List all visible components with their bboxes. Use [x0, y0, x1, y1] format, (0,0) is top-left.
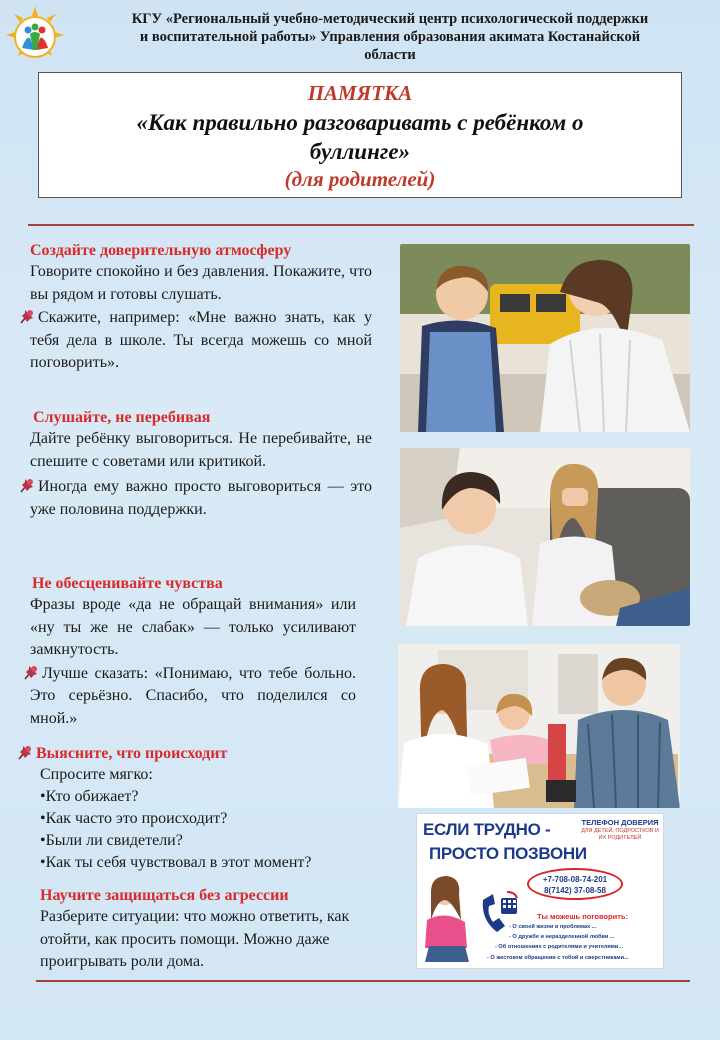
center-logo [4, 4, 66, 66]
list-item: •Как часто это происходит? [40, 810, 228, 827]
poster-headline-1: ЕСЛИ ТРУДНО - [423, 820, 551, 839]
talk-topic-item: - О своей жизни и проблемах ... [509, 924, 597, 930]
organization-name [80, 10, 700, 64]
heading-text: Выясните, что происходит [36, 745, 228, 762]
pushpin-icon [16, 743, 34, 761]
talk-topics-title: Ты можешь поговорить: [537, 912, 629, 921]
memo-label: ПАМЯТКА [307, 81, 413, 105]
org-line-3: области [364, 47, 416, 63]
section-heading [16, 743, 376, 764]
memo-title: «Как правильно разговаривать с ребёнком о буллинге» [136, 110, 584, 164]
talk-topic-item: - О дружбе и неразделенной любви ... [509, 934, 615, 940]
section-feelings [30, 574, 356, 730]
section-tip [30, 307, 372, 375]
section-trust [30, 241, 372, 375]
bottom-divider [36, 980, 690, 982]
tip-text: Иногда ему важно просто выговориться — это уже половина поддержки. [30, 478, 372, 518]
tip-text: Лучше сказать: «Понимаю, что тебе больно. Это серьёзно. Спасибо, что поделился со мной.» [30, 664, 356, 727]
top-divider [28, 224, 694, 226]
section-heading: Слушайте, не перебивая [33, 409, 211, 426]
hotline-title: ТЕЛЕФОН ДОВЕРИЯ [581, 818, 659, 827]
sad-girl-illustration [421, 870, 473, 966]
talk-topic-item: - О жестоком обращении с тобой и сверстниками... [487, 955, 629, 961]
section-text: Дайте ребёнку выговориться. Не перебивайте, не спешите с советами или критикой. [30, 430, 372, 470]
pushpin-icon [22, 663, 40, 681]
memo-title-box [38, 72, 682, 198]
section-find-out [16, 743, 376, 874]
poster-headline-2: ПРОСТО ПОЗВОНИ [429, 844, 587, 863]
hotline-phones [527, 868, 623, 900]
org-line-2: и воспитательной работы» Управления образования акимата Костанайской [139, 29, 641, 45]
memo-audience: (для родителей) [284, 167, 436, 191]
org-line-1: КГУ «Региональный учебно-методический центр психологической поддержки [131, 11, 649, 27]
list-item: •Были ли свидетели? [40, 832, 183, 849]
section-heading: Научите защищаться без агрессии [40, 887, 289, 904]
photo-family-table [398, 644, 680, 808]
talk-topic-item: - Об отношениях с родителями и учителями... [495, 944, 624, 950]
hotline-subtitle: ДЛЯ ДЕТЕЙ, ПОДРОСТКОВ И ИХ РОДИТЕЛЕЙ [581, 828, 659, 841]
list-item: •Кто обижает? [40, 788, 139, 805]
hotline-poster [416, 813, 664, 969]
photo-mother-boy [400, 244, 690, 432]
pushpin-icon [18, 307, 36, 325]
photo-crying-girl [400, 448, 690, 626]
phone-number-landline: 8(7142) 37-08-58 [544, 886, 606, 895]
list-item: •Как ты себя чувствовал в этот момент? [40, 854, 312, 871]
phone-icon [477, 890, 519, 938]
list-intro: Спросите мягко: [40, 766, 153, 783]
section-text: Разберите ситуации: что можно ответить, как отойти, как просить помощи. Можно даже проигрывать роли дома. [40, 908, 350, 970]
section-defend [40, 886, 376, 974]
phone-number-mobile: +7-708-08-74-201 [542, 875, 608, 884]
section-tip [30, 476, 372, 521]
pushpin-icon [18, 476, 36, 494]
section-text: Фразы вроде «да не обращай внимания» или «ну ты же не слабак» — только усиливают замкнутость. [30, 596, 356, 658]
tip-text: Скажите, например: «Мне важно знать, как у тебя дела в школе. Ты всегда можешь со мной поговорить». [30, 309, 372, 371]
section-listen [30, 408, 372, 521]
question-list [16, 764, 376, 874]
section-text: Говорите спокойно и без давления. Покажите, что вы рядом и готовы слушать. [30, 263, 372, 303]
section-heading: Создайте доверительную атмосферу [30, 242, 292, 259]
section-tip [30, 663, 356, 731]
section-heading: Не обесценивайте чувства [32, 575, 223, 592]
